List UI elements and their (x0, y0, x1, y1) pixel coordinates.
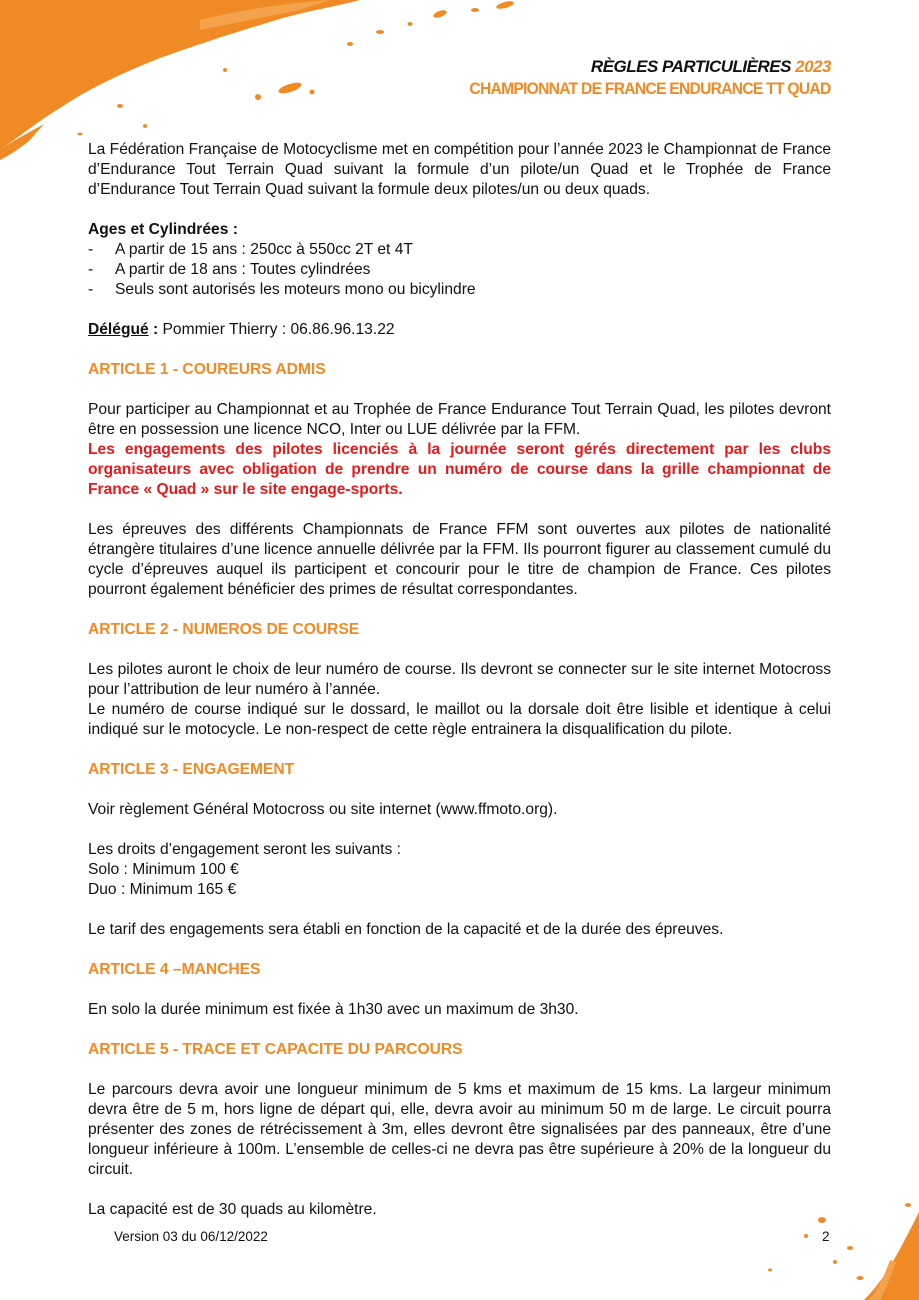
article-1-red-paragraph: Les engagements des pilotes licenciés à la journée seront gérés directement par les clubs organisateurs avec obligation de prendre un numéro de course dans la grille championnat de France « Quad » sur le site engage-sports. (88, 441, 831, 498)
article-3-paragraph-1: Voir règlement Général Motocross ou site internet (www.ffmoto.org). (88, 801, 558, 818)
article-4-paragraph-1: En solo la durée minimum est fixée à 1h30 avec un maximum de 3h30. (88, 1001, 579, 1018)
header-subtitle: CHAMPIONNAT DE FRANCE ENDURANCE TT QUAD (469, 79, 831, 98)
article-1-paragraph-2: Les épreuves des différents Championnats de France FFM sont ouvertes aux pilotes de nationalité étrangère titulaires d’une licence annuelle délivrée par la FFM. Ils pourront figurer au classement cumulé du cycle d’épreuves auquel ils participent et concourir pour le titre de champion de France. Ces pilotes pourront également bénéficier des primes de résultat correspondantes. (88, 521, 831, 598)
list-item: - Seuls sont autorisés les moteurs mono ou bicylindre (88, 280, 831, 300)
article-3-title: ARTICLE 3 - ENGAGEMENT (88, 761, 295, 778)
article-3-fee-solo: Solo : Minimum 100 € (88, 861, 239, 878)
article-3-fees-intro: Les droits d’engagement seront les suivants : (88, 841, 401, 858)
ages-list (88, 240, 831, 300)
article-2-paragraph-2: Le numéro de course indiqué sur le dossard, le maillot ou la dorsale doit être lisible et identique à celui indiqué sur le motocycle. Le non-respect de cette règle entrainera la disqualification du pilote. (88, 701, 831, 738)
document-body (88, 140, 831, 1220)
article-5-paragraph-2: La capacité est de 30 quads au kilomètre. (88, 1201, 377, 1218)
list-item: - A partir de 18 ans : Toutes cylindrées (88, 260, 831, 280)
article-5-title: ARTICLE 5 - TRACE ET CAPACITE DU PARCOURS (88, 1041, 463, 1058)
article-2-paragraph-1: Les pilotes auront le choix de leur numéro de course. Ils devront se connecter sur le site internet Motocross pour l’attribution de leur numéro à l’année. (88, 661, 831, 698)
page-header (438, 56, 831, 100)
article-2-title: ARTICLE 2 - NUMEROS DE COURSE (88, 621, 360, 638)
header-title (438, 56, 831, 78)
list-item: - A partir de 15 ans : 250cc à 550cc 2T et 4T (88, 240, 831, 260)
footer-version: Version 03 du 06/12/2022 (114, 1229, 268, 1244)
delegate-separator: : (148, 321, 163, 338)
delegate-value: Pommier Thierry : 06.86.96.13.22 (162, 321, 395, 338)
article-3-paragraph-2: Le tarif des engagements sera établi en fonction de la capacité et de la durée des épreuves. (88, 921, 724, 938)
header-title-text: RÈGLES PARTICULIÈRES (590, 57, 791, 76)
article-1-title: ARTICLE 1 - COUREURS ADMIS (88, 361, 326, 378)
page-number: 2 (822, 1229, 830, 1244)
delegate-label: Délégué (88, 321, 149, 338)
intro-paragraph: La Fédération Française de Motocyclisme met en compétition pour l’année 2023 le Championnat de France d’Endurance Tout Terrain Quad suivant la formule d’un pilote/un Quad et le Trophée de France d’Endurance Tout Terrain Quad suivant la formule deux pilotes/un ou deux quads. (88, 141, 831, 198)
article-4-title: ARTICLE 4 –MANCHES (88, 961, 261, 978)
delegate-line (88, 320, 831, 340)
article-1-paragraph-1: Pour participer au Championnat et au Trophée de France Endurance Tout Terrain Quad, les pilotes devront être en possession une licence NCO, Inter ou LUE délivrée par la FFM. (88, 401, 831, 438)
article-5-paragraph-1: Le parcours devra avoir une longueur minimum de 5 kms et maximum de 15 kms. La largeur minimum devra être de 5 m, hors ligne de départ qui, elle, devra avoir au minimum 50 m de large. Le circuit pourra présenter des zones de rétrécissement à 3m, elles devront être signalisées par des panneaux, être d’une longueur inférieure à 100m. L’ensemble de celles-ci ne devra pas être supérieure à 20% de la longueur du circuit. (88, 1081, 831, 1178)
header-title-year: 2023 (795, 57, 831, 76)
article-3-fee-duo: Duo : Minimum 165 € (88, 881, 237, 898)
ages-heading: Ages et Cylindrées : (88, 221, 238, 238)
